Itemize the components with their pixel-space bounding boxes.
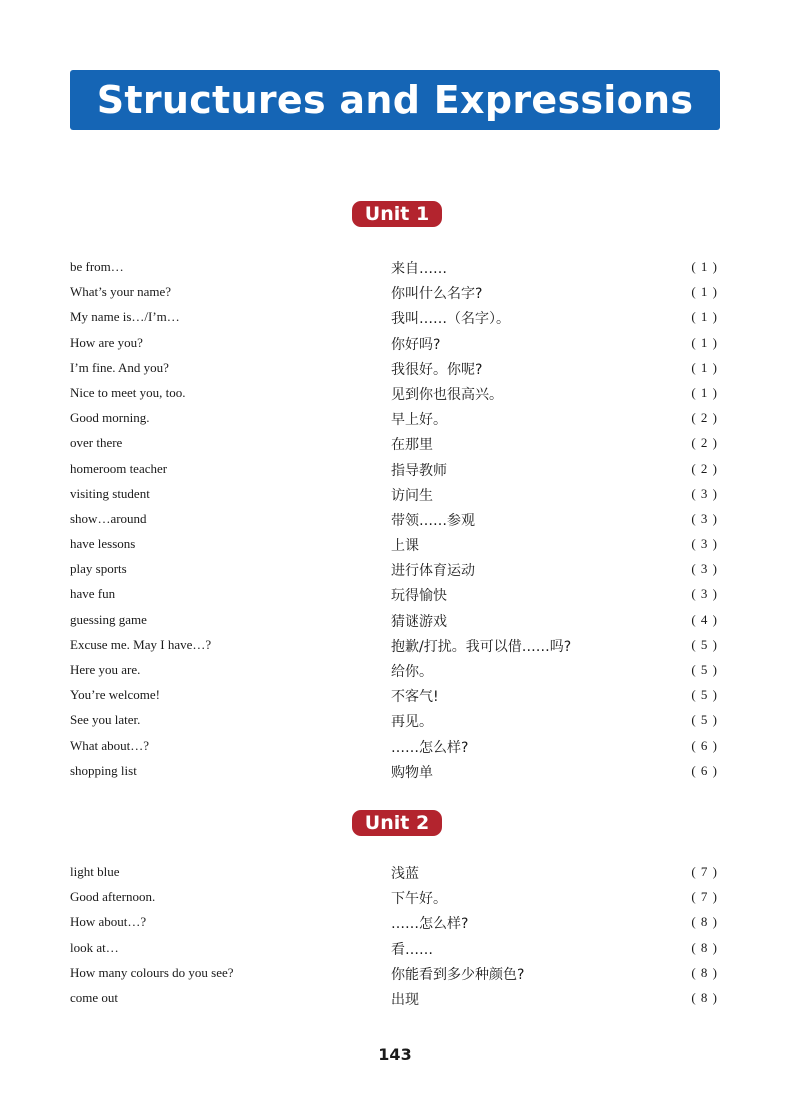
unit-1-label: Unit 1 <box>364 203 430 225</box>
english-expression: How are you? <box>70 334 143 350</box>
entry-row <box>0 381 790 406</box>
entry-row <box>0 431 790 456</box>
entry-row <box>0 608 790 633</box>
unit-2-label: Unit 2 <box>364 812 430 834</box>
entry-row <box>0 759 790 784</box>
english-expression: visiting student <box>70 485 150 501</box>
page-reference: ( 1 ) <box>691 284 718 300</box>
unit-2-badge <box>352 810 442 836</box>
chinese-translation: 抱歉/打扰。我可以借……吗? <box>391 638 572 655</box>
entry-row <box>0 633 790 658</box>
page-reference: ( 1 ) <box>691 384 718 400</box>
entry-row <box>0 708 790 733</box>
chinese-translation: 再见。 <box>391 714 433 731</box>
page-reference: ( 5 ) <box>691 712 718 728</box>
page-reference: ( 8 ) <box>691 914 718 930</box>
page-reference: ( 7 ) <box>691 889 718 905</box>
page-reference: ( 8 ) <box>691 964 718 980</box>
chinese-translation: 访问生 <box>391 487 433 504</box>
chinese-translation: 来自…… <box>391 261 447 277</box>
chinese-translation: ……怎么样? <box>391 739 469 756</box>
english-expression: be from… <box>70 259 124 274</box>
title-banner <box>70 70 720 130</box>
english-expression: How about…? <box>70 914 147 930</box>
entry-row <box>0 936 790 961</box>
english-expression: How many colours do you see? <box>70 964 234 980</box>
english-expression: I’m fine. And you? <box>70 359 169 375</box>
chinese-translation: 给你。 <box>391 664 433 680</box>
chinese-translation: 玩得愉快 <box>391 588 447 605</box>
entry-row <box>0 961 790 986</box>
page-reference: ( 5 ) <box>691 636 718 652</box>
english-expression: Nice to meet you, too. <box>70 384 186 400</box>
chinese-translation: 浅蓝 <box>391 866 419 882</box>
english-expression: show…around <box>70 510 147 526</box>
page-reference: ( 3 ) <box>691 485 718 501</box>
english-expression: look at… <box>70 939 119 955</box>
english-expression: Good morning. <box>70 410 150 426</box>
english-expression: See you later. <box>70 712 141 728</box>
page-reference: ( 6 ) <box>691 737 718 753</box>
page-reference: ( 1 ) <box>691 259 718 274</box>
chinese-translation: 我很好。你呢? <box>391 361 483 378</box>
page-title: Structures and Expressions <box>96 78 694 122</box>
page-reference: ( 3 ) <box>691 510 718 526</box>
english-expression: Excuse me. May I have…? <box>70 636 212 652</box>
entry-row <box>0 507 790 532</box>
page-reference: ( 4 ) <box>691 611 718 627</box>
entry-row <box>0 457 790 482</box>
page-reference: ( 1 ) <box>691 334 718 350</box>
entry-row <box>0 860 790 885</box>
chinese-translation: 猜谜游戏 <box>391 613 447 630</box>
english-expression: My name is…/I’m… <box>70 309 180 325</box>
page-reference: ( 1 ) <box>691 309 718 325</box>
page-reference: ( 5 ) <box>691 662 718 677</box>
page-reference: ( 2 ) <box>691 410 718 426</box>
chinese-translation: 上课 <box>391 538 419 555</box>
entry-row <box>0 557 790 582</box>
english-expression: What about…? <box>70 737 150 753</box>
entry-row <box>0 406 790 431</box>
entry-row <box>0 331 790 356</box>
entry-row <box>0 532 790 557</box>
chinese-translation: 早上好。 <box>391 412 447 429</box>
english-expression: play sports <box>70 561 127 577</box>
english-expression: shopping list <box>70 762 137 778</box>
english-expression: light blue <box>70 864 120 879</box>
entry-row <box>0 885 790 910</box>
entry-row <box>0 482 790 507</box>
unit-1-entry-list <box>0 255 790 784</box>
english-expression: homeroom teacher <box>70 460 168 476</box>
page-number: 143 <box>378 1045 412 1064</box>
entry-row <box>0 910 790 935</box>
chinese-translation: 在那里 <box>391 437 433 454</box>
chinese-translation: 看…… <box>391 941 433 958</box>
unit-2-entry-list <box>0 860 790 1011</box>
chinese-translation: 你叫什么名字? <box>391 286 483 303</box>
entry-row <box>0 734 790 759</box>
page-reference: ( 2 ) <box>691 435 718 451</box>
entry-row <box>0 582 790 607</box>
english-expression: Good afternoon. <box>70 889 156 905</box>
unit-1-badge <box>352 201 442 227</box>
english-expression: guessing game <box>70 611 147 627</box>
english-expression: Here you are. <box>70 662 141 677</box>
chinese-translation: 购物单 <box>391 764 433 781</box>
entry-row <box>0 356 790 381</box>
chinese-translation: 带领……参观 <box>391 512 475 529</box>
english-expression: What’s your name? <box>70 284 172 300</box>
entry-row <box>0 658 790 683</box>
entry-row <box>0 683 790 708</box>
english-expression: have lessons <box>70 536 136 552</box>
page-reference: ( 7 ) <box>691 864 718 879</box>
page-reference: ( 3 ) <box>691 536 718 552</box>
page-reference: ( 2 ) <box>691 460 718 476</box>
page-reference: ( 8 ) <box>691 989 718 1005</box>
page-reference: ( 3 ) <box>691 586 718 602</box>
chinese-translation: 你能看到多少种颜色? <box>391 966 525 983</box>
page-reference: ( 3 ) <box>691 561 718 577</box>
entry-row <box>0 986 790 1011</box>
english-expression: come out <box>70 989 119 1005</box>
entry-row <box>0 280 790 305</box>
entry-row <box>0 305 790 330</box>
page-reference: ( 8 ) <box>691 939 718 955</box>
chinese-translation: 下午好。 <box>391 891 447 908</box>
english-expression: have fun <box>70 586 116 602</box>
chinese-translation: 你好吗? <box>391 336 441 353</box>
chinese-translation: 不客气! <box>391 689 439 706</box>
chinese-translation: 我叫……（名字）。 <box>391 311 510 328</box>
chinese-translation: 出现 <box>391 991 419 1008</box>
english-expression: over there <box>70 435 123 451</box>
entry-row <box>0 255 790 280</box>
chinese-translation: 进行体育运动 <box>391 563 475 580</box>
chinese-translation: 指导教师 <box>391 462 447 479</box>
chinese-translation: 见到你也很高兴。 <box>391 386 503 403</box>
page-reference: ( 5 ) <box>691 687 718 703</box>
page-reference: ( 1 ) <box>691 359 718 375</box>
page-reference: ( 6 ) <box>691 762 718 778</box>
english-expression: You’re welcome! <box>70 687 161 703</box>
chinese-translation: ……怎么样? <box>391 916 469 933</box>
